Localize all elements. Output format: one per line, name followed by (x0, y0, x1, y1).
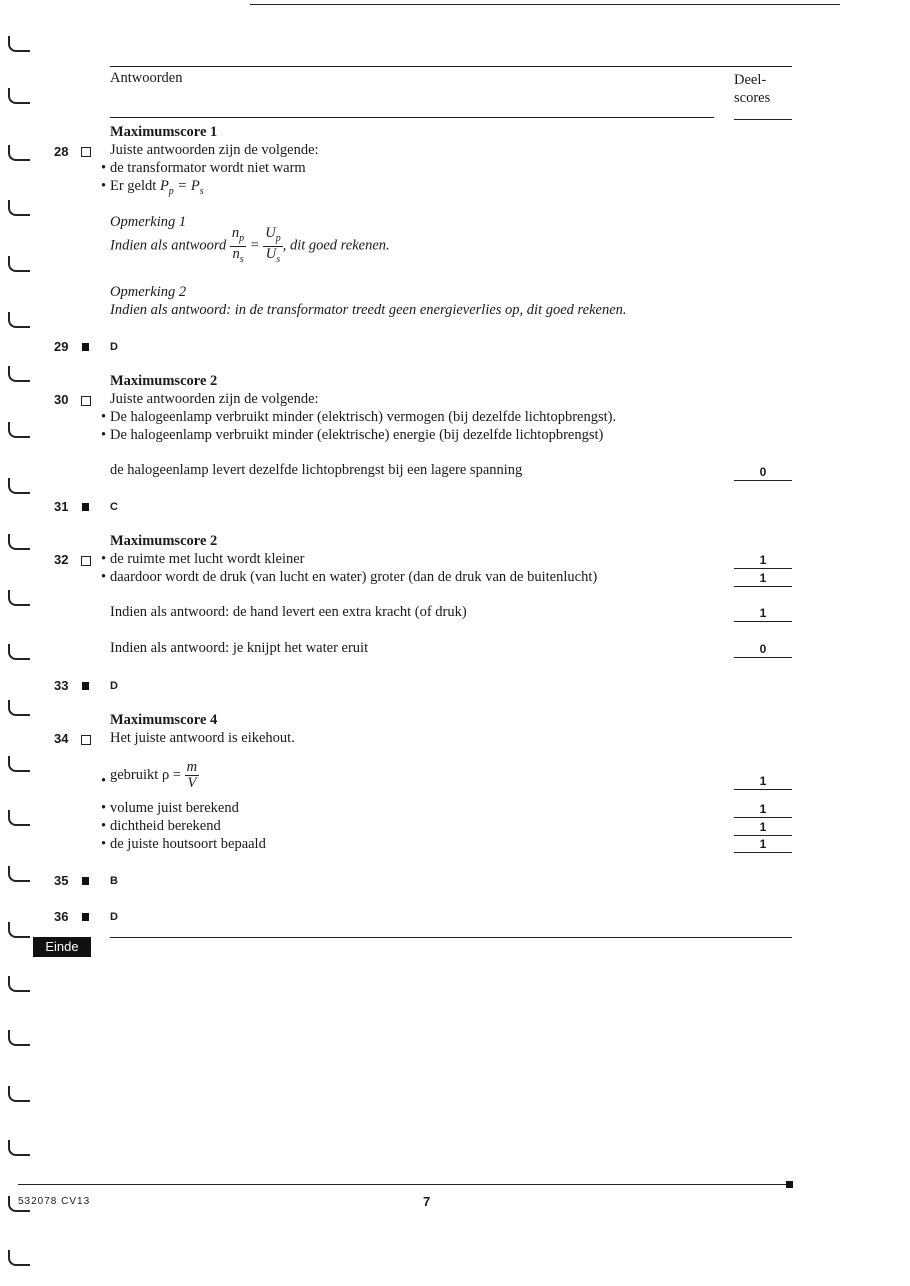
q34-bullet2: volume juist berekend (110, 800, 239, 816)
binding-mark (8, 478, 30, 494)
fraction-denominator: V (187, 775, 197, 791)
binding-mark (8, 1030, 30, 1046)
binding-mark (8, 976, 30, 992)
q33-number: 33 (54, 678, 69, 693)
footer-rule (18, 1184, 788, 1185)
binding-mark (8, 756, 30, 772)
multiple-choice-box (82, 877, 89, 885)
footer-exam-code: 532078 CV13 (18, 1196, 91, 1207)
binding-mark (8, 1250, 30, 1266)
q28-remark1-suffix: , dit goed rekenen. (282, 237, 390, 254)
q34-bullet3-score: 1 (734, 820, 792, 836)
q36-answer: D (110, 911, 118, 923)
q34-bullet1 (110, 760, 199, 791)
multiple-choice-box (82, 343, 89, 351)
q34-bullet4: de juiste houtsoort bepaald (110, 836, 266, 852)
q28-remark1-prefix: Indien als antwoord (110, 237, 227, 254)
q32-bullet2-score: 1 (734, 571, 792, 587)
bullet: • (101, 427, 107, 443)
binding-mark (8, 88, 30, 104)
binding-mark (8, 644, 30, 660)
binding-mark (8, 1140, 30, 1156)
open-question-box (81, 735, 91, 745)
q32-alt2: Indien als antwoord: je knijpt het water eruit (110, 640, 369, 656)
bullet: • (101, 409, 107, 425)
multiple-choice-box (82, 913, 89, 921)
scores-column-header-line1: Deel- (734, 72, 767, 88)
bullet: • (101, 773, 107, 789)
open-question-box (81, 396, 91, 406)
binding-mark (8, 145, 30, 161)
q28-max-score: Maximumscore 1 (110, 124, 218, 140)
q28-bullet1: de transformator wordt niet warm (110, 160, 306, 176)
q32-alt1-score: 1 (734, 606, 792, 622)
q30-alt-score: 0 (734, 465, 792, 481)
q30-max-score: Maximumscore 2 (110, 373, 218, 389)
q34-max-score: Maximumscore 4 (110, 712, 218, 728)
binding-mark (8, 36, 30, 52)
q32-alt1: Indien als antwoord: de hand levert een extra kracht (of druk) (110, 604, 467, 620)
header-scores-rule (734, 119, 792, 120)
q32-alt2-score: 0 (734, 642, 792, 658)
q28-number: 28 (54, 144, 69, 159)
q34-bullet1-prefix: gebruikt ρ = (110, 766, 181, 783)
q32-max-score: Maximumscore 2 (110, 533, 218, 549)
q28-remark2-title: Opmerking 2 (110, 284, 187, 300)
q29-answer: D (110, 341, 118, 353)
binding-mark (8, 422, 30, 438)
header-top-rule (110, 66, 792, 67)
bullet: • (101, 569, 107, 585)
header-bottom-rule (110, 117, 714, 118)
q33-answer: D (110, 680, 118, 692)
footer-rule-end-mark (786, 1181, 793, 1188)
q29-number: 29 (54, 339, 69, 354)
q30-bullet1: De halogeenlamp verbruikt minder (elektrisch) vermogen (bij dezelfde lichtopbrengst). (110, 409, 617, 425)
q28-intro: Juiste antwoorden zijn de volgende: (110, 142, 319, 158)
q34-bullet3: dichtheid berekend (110, 818, 221, 834)
fraction-windings: $\frac{n_p}{n_s}$ (231, 225, 245, 265)
binding-mark (8, 866, 30, 882)
q28-bullet2-prefix: Er geldt (110, 178, 157, 194)
bullet: • (101, 160, 107, 176)
q35-number: 35 (54, 873, 69, 888)
binding-mark (8, 200, 30, 216)
bullet: • (101, 836, 107, 852)
page-number: 7 (423, 1194, 431, 1209)
multiple-choice-box (82, 503, 89, 511)
binding-mark (8, 922, 30, 938)
q31-answer: C (110, 501, 118, 513)
q32-number: 32 (54, 552, 69, 567)
binding-mark (8, 700, 30, 716)
q35-answer: B (110, 875, 118, 887)
bullet: • (101, 551, 107, 567)
q30-number: 30 (54, 392, 69, 407)
top-rule (250, 4, 840, 5)
answers-column-header: Antwoorden (110, 70, 183, 86)
q36-number: 36 (54, 909, 69, 924)
q28-remark1: Indien als antwoord $\frac{n_p}{n_s}$ = $\frac{U_p}{U_s}$ , dit goed rekenen. (110, 225, 390, 265)
scores-column-header-line2: scores (734, 90, 771, 106)
end-label: Einde (33, 937, 91, 957)
q28-remark1-title: Opmerking 1 (110, 214, 187, 230)
multiple-choice-box (82, 682, 89, 690)
open-question-box (81, 556, 91, 566)
q32-bullet2: daardoor wordt de druk (van lucht en water) groter (dan de druk van de buitenlucht) (110, 569, 598, 585)
q34-bullet1-score: 1 (734, 774, 792, 790)
q34-intro: Het juiste antwoord is eikehout. (110, 730, 295, 746)
bullet: • (101, 818, 107, 834)
q30-intro: Juiste antwoorden zijn de volgende: (110, 391, 319, 407)
formula-power-equality: $P_p = P_s$ (159, 178, 204, 197)
bullet: • (101, 178, 107, 194)
binding-mark (8, 534, 30, 550)
q30-bullet2: De halogeenlamp verbruikt minder (elektrische) energie (bij dezelfde lichtopbrengst) (110, 427, 604, 443)
binding-mark (8, 590, 30, 606)
bullet: • (101, 800, 107, 816)
binding-mark (8, 256, 30, 272)
q30-alt-answer: de halogeenlamp levert dezelfde lichtopbrengst bij een lagere spanning (110, 462, 523, 478)
q32-bullet1-score: 1 (734, 553, 792, 569)
fraction-numerator: m (186, 759, 198, 775)
q34-bullet4-score: 1 (734, 837, 792, 853)
binding-mark (8, 312, 30, 328)
fraction-voltages: $\frac{U_p}{U_s}$ (265, 225, 281, 265)
q34-number: 34 (54, 731, 69, 746)
open-question-box (81, 147, 91, 157)
fraction-density (185, 760, 199, 791)
q28-remark2: Indien als antwoord: in de transformator treedt geen energieverlies op, dit goed rekenen. (110, 302, 627, 318)
binding-mark (8, 1086, 30, 1102)
q32-bullet1: de ruimte met lucht wordt kleiner (110, 551, 305, 567)
q34-bullet2-score: 1 (734, 802, 792, 818)
q28-bullet2 (110, 178, 204, 197)
q31-number: 31 (54, 499, 69, 514)
end-rule (110, 937, 792, 938)
binding-mark (8, 810, 30, 826)
binding-mark (8, 366, 30, 382)
